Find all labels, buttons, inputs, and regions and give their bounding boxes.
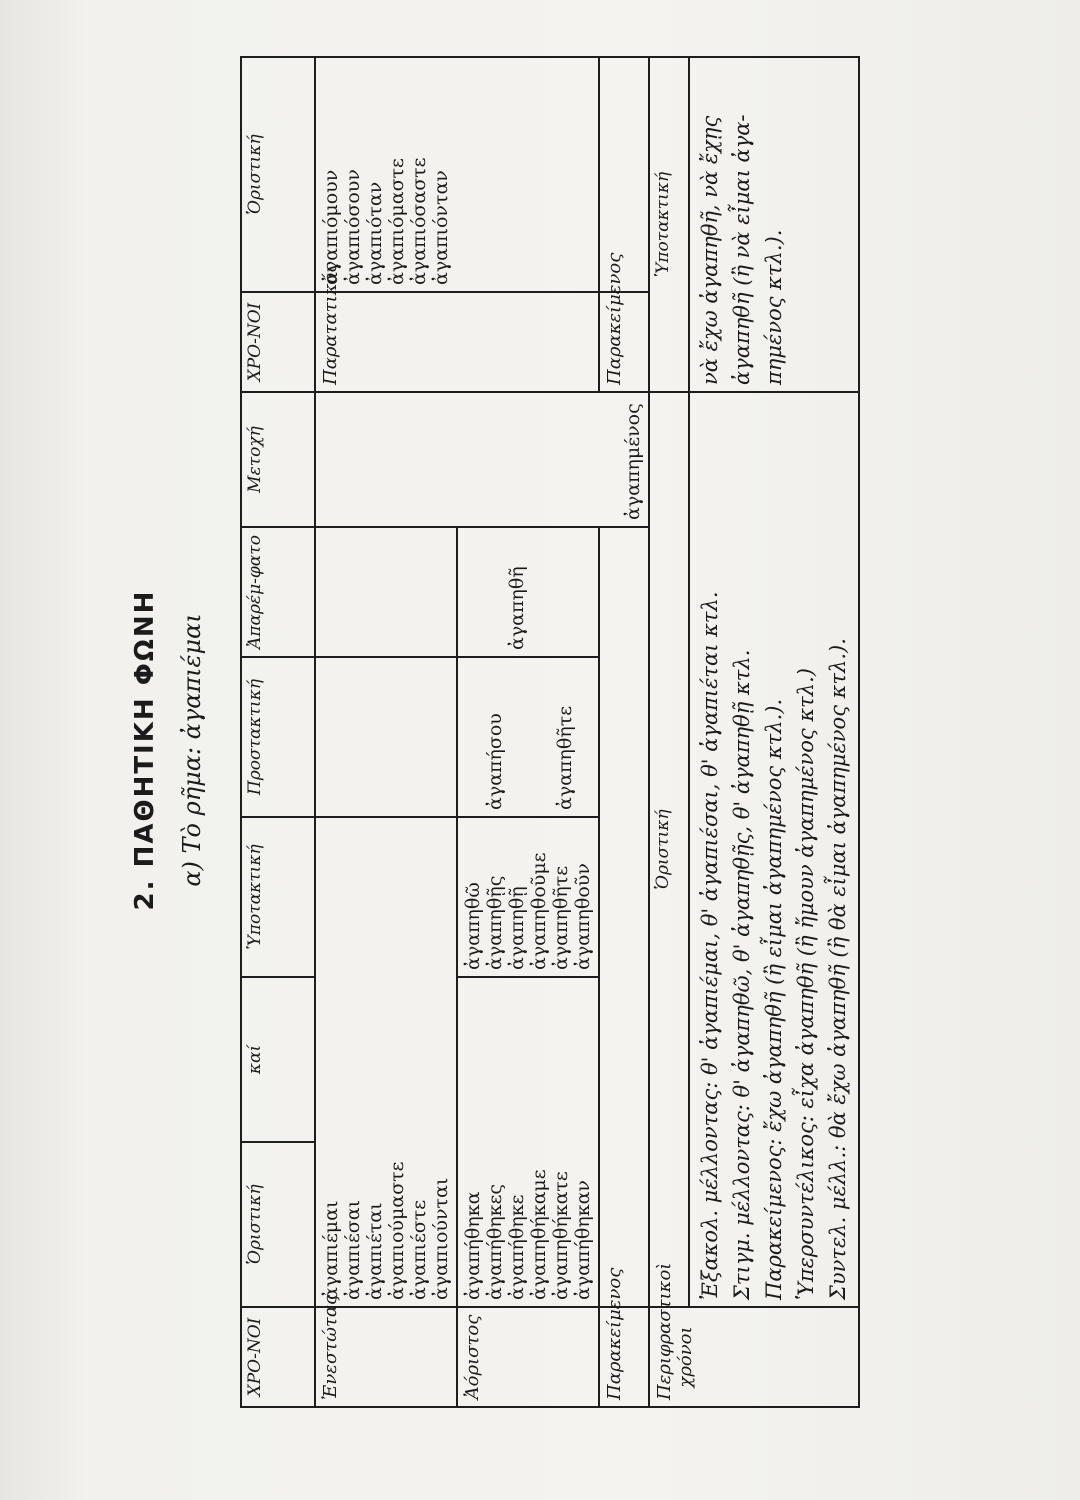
present-form: ἀγαπιέται (364, 1202, 386, 1300)
header-tenses-2: ΧΡΟ-ΝΟΙ (241, 292, 315, 392)
conjugation-table (240, 56, 860, 1408)
aorist-subjunctive-form: ἀγαπηθοῦν (572, 863, 594, 970)
section-title: 2. ΠΑΘΗΤΙΚΗ ΦΩΝΗ (130, 589, 160, 911)
imperfect-forms (315, 57, 599, 292)
header-participle: Μετοχή (241, 392, 315, 527)
header-imperative: Προστακτική (241, 657, 315, 817)
imperfect-form: ἀγαπιόταν (364, 181, 386, 285)
periphrastic-line: Ὑπερσυντέλικος: εἶχα ἀγαπηθῆ (ἢ ἤμουν ἀγαπημένος κτλ.) (794, 668, 818, 1300)
aorist-indicative-form: ἀγαπήθηκαν (572, 1180, 594, 1300)
imperfect-form: ἀγαπιόσαστε (408, 157, 430, 285)
header-indicative: Ὁριστική (241, 1142, 315, 1307)
present-label: Ἐνεστώτας (315, 1307, 457, 1407)
perfect-label-right: Παρακείμενος (599, 292, 649, 392)
perfect-empty (599, 527, 649, 1307)
periphrastic-row (689, 57, 859, 1407)
present-form: ἀγαπιούμαστε (386, 1161, 408, 1300)
aorist-indicative-form: ἀγαπήθηκα (462, 1191, 484, 1300)
aorist-indicative-form: ἀγαπήθηκες (484, 1183, 506, 1300)
aorist-subjunctive-form: ἀγαπηθῶ (462, 882, 484, 970)
periphrastic-line: Ἐξακολ. μέλλοντας: θ' ἀγαπιέμαι, θ' ἀγαπιέσαι, θ' ἀγαπιέται κτλ. (698, 591, 722, 1300)
aorist-imperative-form: ἀγαπήσου (484, 713, 506, 810)
present-form: ἀγαπιούνται (430, 1177, 452, 1300)
periphrastic-subjunctive-line: ἀγαπηθῆ (ἢ νὰ εἶμαι ἀγα- (730, 114, 754, 385)
aorist-indicative-form: ἀγαπηθήκατε (550, 1171, 572, 1300)
periphrastic-subjunctive (689, 57, 859, 392)
present-form: ἀγαπιέμαι (320, 1200, 342, 1300)
aorist-imperative (457, 657, 599, 817)
periphrastic-line: Παρακείμενος: ἔχω ἀγαπηθῆ (ἢ εἶμαι ἀγαπημένος κτλ.). (762, 698, 786, 1300)
imperfect-form: ἀγαπιόμαστε (386, 158, 408, 285)
aorist-subjunctive-form: ἀγαπηθῇ (506, 886, 528, 970)
periphrastic-header-indicative: Ὁριστική (649, 392, 689, 1307)
periphrastic-indicative (689, 392, 859, 1307)
present-forms (315, 817, 457, 1307)
present-row (315, 57, 457, 1407)
aorist-infinitive-form: ἀγαπηθῆ (506, 566, 528, 650)
periphrastic-header-subjunctive: Ὑποτακτική (649, 57, 689, 392)
perfect-label-left: Παρακείμενος (599, 1307, 649, 1407)
header-row (241, 57, 315, 1407)
aorist-indicative (457, 977, 599, 1307)
perfect-row (599, 57, 649, 1407)
periphrastic-line: Στιγμ. μέλλοντας: θ' ἀγαπηθῶ, θ' ἀγαπηθῇς, θ' ἀγαπηθῇ κτλ. (730, 649, 754, 1300)
periphrastic-label: Περιφραστικοὶ χρόνοι (649, 1307, 859, 1407)
aorist-infinitive (457, 527, 599, 657)
periphrastic-header-row (649, 57, 689, 1407)
periphrastic-subjunctive-line: πημένος κτλ.). (762, 229, 786, 385)
aorist-label: Ἀόριστος (457, 1307, 599, 1407)
aorist-subjunctive (457, 817, 599, 977)
header-subjunctive: Ὑποτακτική (241, 817, 315, 977)
aorist-subjunctive-form: ἀγαπηθῇς (484, 875, 506, 970)
header-and: καί (241, 977, 315, 1142)
present-imperative-empty (315, 657, 457, 817)
imperfect-label: Παρατατικός (315, 292, 599, 392)
present-form: ἀγαπιέσαι (342, 1199, 364, 1300)
present-form: ἀγαπιέστε (408, 1199, 430, 1300)
imperfect-form: ἀγαπιόνταν (430, 170, 452, 285)
header-infinitive: Ἀπαρέμ-φατο (241, 527, 315, 657)
periphrastic-subjunctive-line: νὰ ἔχω ἀγαπηθῆ, νὰ ἔχῃς (698, 115, 722, 385)
present-infinitive-empty (315, 527, 457, 657)
aorist-subjunctive-form: ἀγαπηθοῦμε (528, 852, 550, 970)
aorist-indicative-form: ἀγαπηθήκαμε (528, 1169, 550, 1300)
aorist-imperative-form: ἀγαπηθῆτε (554, 705, 576, 810)
aorist-indicative-form: ἀγαπήθηκε (506, 1194, 528, 1300)
header-indicative-2: Ὁριστική (241, 57, 315, 292)
aorist-subjunctive-form: ἀγαπηθῆτε (550, 865, 572, 970)
imperfect-form: ἀγαπιόμουν (320, 169, 342, 285)
perfect-participle: ἀγαπημένος (315, 392, 649, 527)
periphrastic-line: Συντελ. μέλλ.: θὰ ἔχω ἀγαπηθῆ (ἢ θὰ εἶμαι ἀγαπημένος κτλ.). (826, 638, 850, 1300)
verb-subtitle: α) Τὸ ρῆμα: ἀγαπιέμαι (178, 613, 206, 887)
header-tenses: ΧΡΟ-ΝΟΙ (241, 1307, 315, 1407)
imperfect-form: ἀγαπιόσουν (342, 169, 364, 285)
